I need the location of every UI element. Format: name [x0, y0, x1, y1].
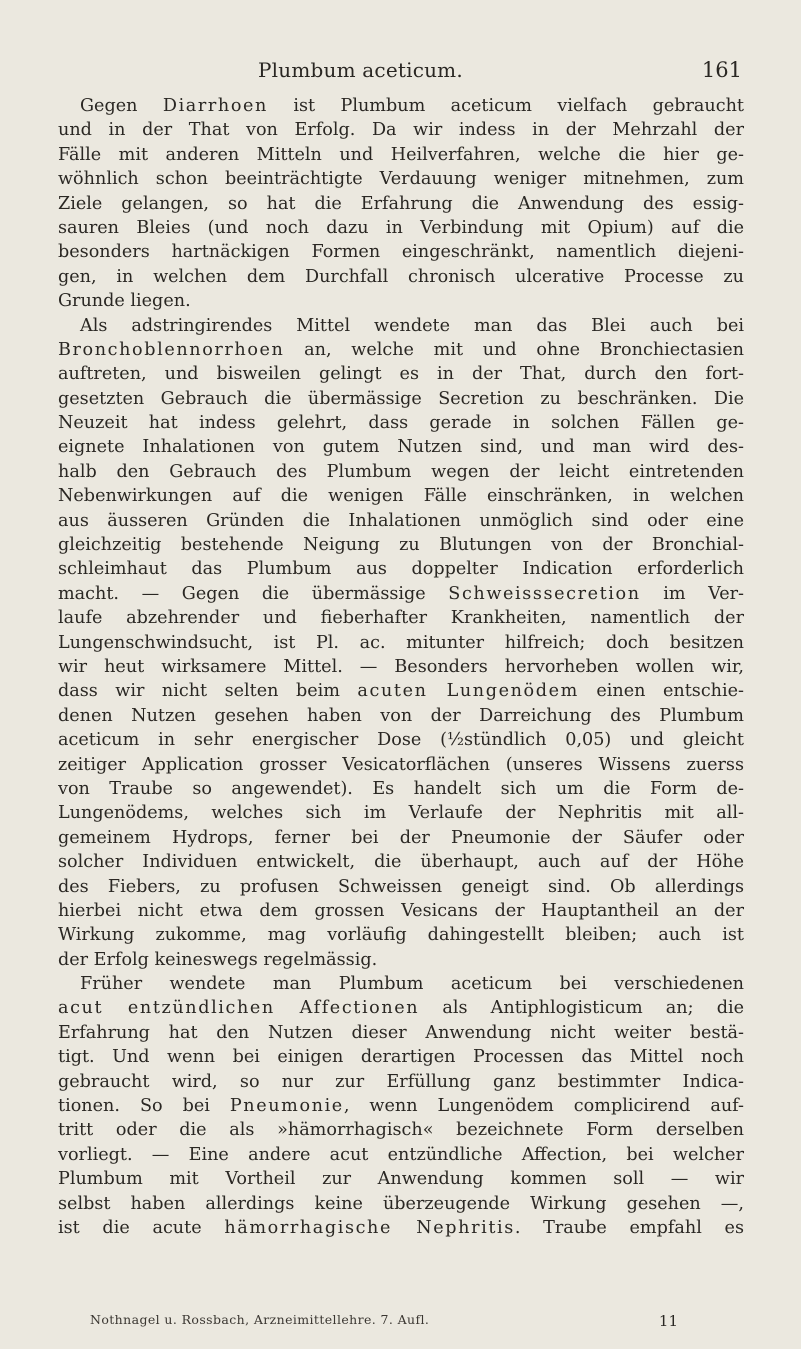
text-line: eignete Inhalationen von gutem Nutzen sind, und man wird des-	[58, 437, 744, 458]
text-line: schleimhaut das Plumbum aus doppelter Indication erforderlich	[58, 559, 744, 580]
text-line: hierbei nicht etwa dem grossen Vesicans der Hauptantheil an der	[58, 900, 744, 921]
text-line: wöhnlich schon beeinträchtigte Verdauung weniger mitnehmen, zum	[58, 169, 744, 190]
text-line: dass wir nicht selten beim acuten Lungenödem einen entschie-	[58, 681, 744, 702]
text-line: halb den Gebrauch des Plumbum wegen der leicht eintretenden	[58, 461, 744, 482]
emphasis-term: Diarrhoen	[162, 96, 268, 116]
text-line: Grunde liegen.	[58, 291, 191, 312]
text-line: gleichzeitig bestehende Neigung zu Blutungen von der Bronchial-	[58, 535, 744, 556]
emphasis-term: Bronchoblennorrhoen	[58, 339, 285, 360]
text-line: Plumbum mit Vortheil zur Anwendung kommen soll — wir	[58, 1169, 744, 1190]
text-line: Erfahrung hat den Nutzen dieser Anwendung nicht weiter bestä-	[58, 1022, 744, 1043]
text-line: zeitiger Application grosser Vesicatorflächen (unseres Wissens zuerss	[58, 754, 744, 775]
page-header	[58, 58, 742, 86]
text-line: gen, in welchen dem Durchfall chronisch ulcerative Processe zu	[58, 266, 744, 287]
text-line: tritt oder die als »hämorrhagisch« bezeichnete Form derselben	[58, 1120, 744, 1141]
text-line: Als adstringirendes Mittel wendete man das Blei auch bei	[80, 315, 744, 336]
text-line: ist die acute hämorrhagische Nephritis. Traube empfahl es	[58, 1217, 744, 1238]
emphasis-term: acuten Lungenödem	[357, 681, 579, 702]
text-line: Früher wendete man Plumbum aceticum bei verschiedenen	[80, 974, 744, 995]
emphasis-term: Pneumonie	[229, 1096, 344, 1117]
text-line: gemeinem Hydrops, ferner bei der Pneumonie der Säufer oder	[58, 827, 744, 848]
emphasis-term: acut entzündlichen Affectionen	[58, 998, 420, 1019]
text-line: Nebenwirkungen auf die wenigen Fälle einschränken, in welchen	[58, 486, 744, 507]
text-line: wir heut wirksamere Mittel. — Besonders hervorheben wollen wir,	[58, 656, 744, 677]
emphasis-term: hämorrhagische Nephritis	[224, 1217, 515, 1238]
text-line: Lungenschwindsucht, ist Pl. ac. mitunter hilfreich; doch besitzen	[58, 632, 744, 653]
text-line: des Fiebers, zu profusen Schweissen geneigt sind. Ob allerdings	[58, 876, 744, 897]
text-line: gebraucht wird, so nur zur Erfüllung ganz bestimmter Indica-	[58, 1071, 744, 1092]
text-line: Bronchoblennorrhoen an, welche mit und ohne Bronchiectasien	[58, 339, 744, 360]
signature-note: Nothnagel u. Rossbach, Arzneimittellehre. 7. Aufl.	[90, 1312, 430, 1327]
page-footer	[58, 1312, 678, 1334]
text-line: Fälle mit anderen Mitteln und Heilverfahren, welche die hier ge-	[58, 144, 744, 165]
text-line: Neuzeit hat indess gelehrt, dass gerade in solchen Fällen ge-	[58, 413, 744, 434]
text-line: aceticum in sehr energischer Dose (½stündlich 0,05) und gleicht	[58, 730, 744, 751]
text-line: von Traube so angewendet). Es handelt sich um die Form de-	[58, 778, 744, 799]
text-line: Wirkung zukomme, mag vorläufig dahingestellt bleiben; auch ist	[58, 925, 744, 946]
text-line: acut entzündlichen Affectionen als Antiphlogisticum an; die	[58, 998, 744, 1019]
page-number: 161	[701, 58, 742, 82]
text-line: Gegen Diarrhoen ist Plumbum aceticum vielfach gebraucht	[80, 96, 744, 116]
text-line: besonders hartnäckigen Formen eingeschränkt, namentlich diejeni-	[58, 242, 744, 263]
sheet-number: 11	[658, 1312, 678, 1330]
text-line: tigt. Und wenn bei einigen derartigen Processen das Mittel noch	[58, 1047, 744, 1068]
text-line: sauren Bleies (und noch dazu in Verbindung mit Opium) auf die	[58, 217, 744, 238]
text-line: laufe abzehrender und fieberhafter Krankheiten, namentlich der	[58, 608, 744, 629]
text-line: tionen. So bei Pneumonie, wenn Lungenödem complicirend auf-	[58, 1096, 744, 1117]
text-line: und in der That von Erfolg. Da wir indess in der Mehrzahl der	[58, 120, 744, 141]
text-line: Ziele gelangen, so hat die Erfahrung die Anwendung des essig-	[58, 193, 744, 214]
text-line: der Erfolg keineswegs regelmässig.	[58, 949, 378, 970]
text-line: macht. — Gegen die übermässige Schweisssecretion im Ver-	[58, 583, 744, 604]
running-title: Plumbum aceticum.	[258, 58, 463, 82]
text-line: Lungenödems, welches sich im Verlaufe der Nephritis mit all-	[58, 803, 744, 824]
emphasis-term: Schweisssecretion	[448, 583, 641, 604]
text-line: selbst haben allerdings keine überzeugende Wirkung gesehen —,	[58, 1193, 744, 1214]
text-line: gesetzten Gebrauch die übermässige Secretion zu beschränken. Die	[58, 388, 744, 409]
text-line: auftreten, und bisweilen gelingt es in der That, durch den fort-	[58, 364, 744, 385]
text-line: denen Nutzen gesehen haben von der Darreichung des Plumbum	[58, 705, 744, 726]
text-line: aus äusseren Gründen die Inhalationen unmöglich sind oder eine	[58, 510, 744, 531]
body-text	[58, 94, 744, 1240]
text-line: solcher Individuen entwickelt, die überhaupt, auch auf der Höhe	[58, 852, 744, 873]
text-line: vorliegt. — Eine andere acut entzündliche Affection, bei welcher	[58, 1144, 744, 1165]
